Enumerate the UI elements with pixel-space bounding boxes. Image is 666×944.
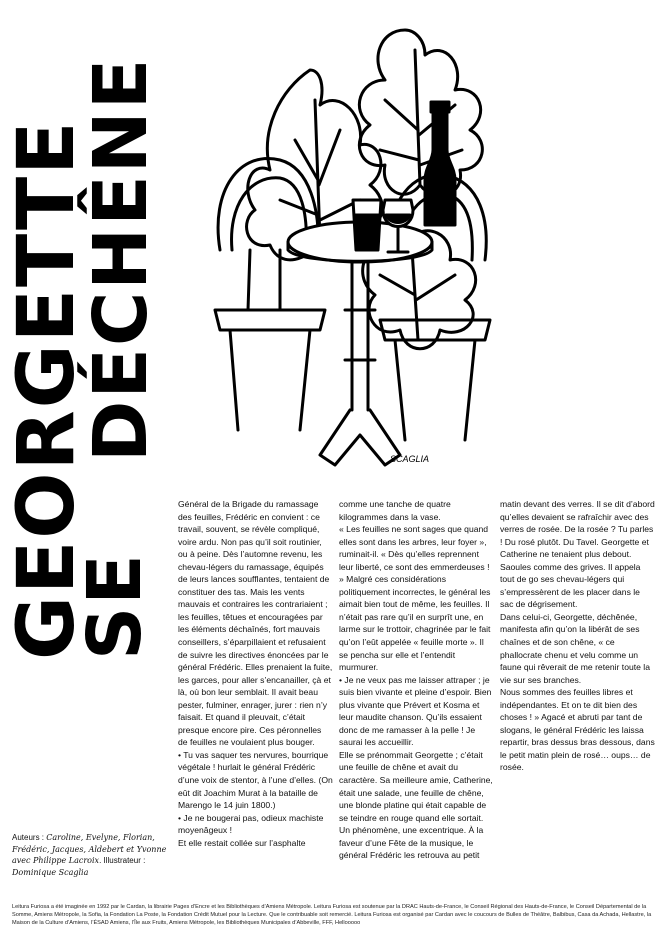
story-column-1: Général de la Brigade du ramassage des feuilles, Frédéric en convient : ce travail, souvent, se révèle compliqué, voire ardu. Non pas qu’il soit routinier, ou à peine. Dès l’automne revenu, les chevau-légers du ramassage, équipés de leurs lances soufflantes, tentaient de constituer des tas. Mais les vents mauvais et contraires les contrariaient ; les feuilles, têtues et encouragées par les éléments déchaînés, fort mauvais conseillers, s’éparpillaient et refusaient de suivre les directives énoncées par le général Frédéric. Elles prenaient la fuite, les garces, pour aller s’encanailler, çà et là, où bon leur semblait. Il avait beau pester, fulminer, enrager, jurer : rien n’y faisait. Et quand il pleuvait, c’était presque encore pire. Ces péronnelles de feuilles ne voulaient plus bouger. • Tu vas saquer tes nervures, bourrique végétale ! hurlait le général Frédéric d’une voix de stentor, à l’une d’elles. (On eût dit Joachim Murat à la bataille de Marengo le 14 juin 1800.) • Je ne bougerai pas, odieux machiste moyenâgeux ! Et elle restait collée sur l’asphalte [178, 499, 333, 848]
authors-label: Auteurs : [12, 833, 47, 842]
cafe-table-illustration [200, 10, 500, 480]
story-columns [178, 498, 658, 888]
story-column-2: comme une tanche de quatre kilogrammes dans la vase. « Les feuilles ne sont sages que quand elles sont dans les arbres, leur foyer », ruminait-il. « Dès qu’elles reprennent leur liberté, ce sont des emmerdeuses ! » Malgré ces considérations politiquement incorrectes, le général les aimait bien tout de même, les feuilles. Il n’était pas rare qu’il en surprît une, en larme sur le trottoir, chagrinée par le fait qu’on l’eût appelée « feuille morte ». Il se pencha sur elle et l’entendit murmurer. • Je ne veux pas me laisser attraper ; je suis bien vivante et pleine d’espoir. Bien plus vivante que Prévert et Kosma et leur maudite chanson. Qu’ils essaient donc de me ramasser à la pelle ! Je saurai les accueillir. Elle se prénommait Georgette ; c’était une feuille de chêne et avait du caractère. Sa meilleure amie, Catherine, était une salade, une feuille de chêne, une blonde platine qui était capable de se teindre en rouge quand elle sortait. Un phénomène, une excentrique. À la faveur d’une Fête de la musique, le général Frédéric les retrouva au petit [339, 499, 493, 861]
illustrator-label: . Illustrateur : [99, 856, 146, 865]
illustrator-signature: SCAGLIA [390, 454, 430, 464]
title-se: SE [72, 552, 158, 660]
fig-leaf-icon [359, 30, 482, 349]
illustrator-name: Dominique Scaglia [12, 867, 89, 877]
title-dechene: DÉCHÊNE [78, 56, 164, 462]
footer-text: Leitura Furiosa a été imaginée en 1992 par le Cardan, la librairie Pages d’Encre et les Bibliothèques d’Amiens Métropole. Leitura Furiosa est soutenue par la DRAC Hauts-de-France, le Conseil Régional des Hauts-de-France, le Conseil Départemental de la Somme, Amiens Métropole, la Sofia, la Fondation La Poste, la Fondation Crédit Mutuel pour la Lecture. Que le contribuable soit remercié. Leitura Furiosa est organisé par Cardan avec le coucours de Bulles de Théâtre, Balbibus, Casa da Achada, Hellastre, la Maison de la Culture d’Amiens, l’ÉSAD Amiens, l’Île aux Fruits, Amiens Métropole, les Bibliothèques Municipales d’Abbeville, FFF, Hellooooo [12, 904, 652, 926]
bistro-chair-icon [215, 158, 325, 430]
drinking-glass-icon [353, 200, 381, 250]
authors-names: Caroline, Evelyne, Florian, Frédéric, Jacques, Aldebert et Yvonne avec Philippe Lacroix [12, 833, 167, 865]
title-georgette: GEORGETTE [2, 119, 92, 660]
credits [12, 832, 172, 878]
story-column-3: matin devant des verres. Il se dit d’abord qu’elles devaient se rafraîchir avec des verres de rosée. De la rosée ? Tu parles ! Du rosé plutôt. Du Tavel. Georgette et Catherine ne tenaient plus debout. Saoules comme des grives. Il appela tout de go ses chevau-légers qui s’empressèrent de les placer dans le sac de dégrisement. Dans celui-ci, Georgette, déchênée, manifesta afin qu’on la libérât de ses chaînes et de son chêne, « ce phallocrate chenu et velu comme un faune qui rêverait de me retenir toute la vie sur ses branches. Nous sommes des feuilles libres et indépendantes. Et on te dit bien des choses ! » Agacé et abruti par tant de slogans, le général Frédéric les laissa repartir, bras dessus bras dessous, dans le petit matin plein de rosé… oups… de rosée. [500, 499, 655, 773]
wine-bottle-icon [425, 102, 455, 225]
